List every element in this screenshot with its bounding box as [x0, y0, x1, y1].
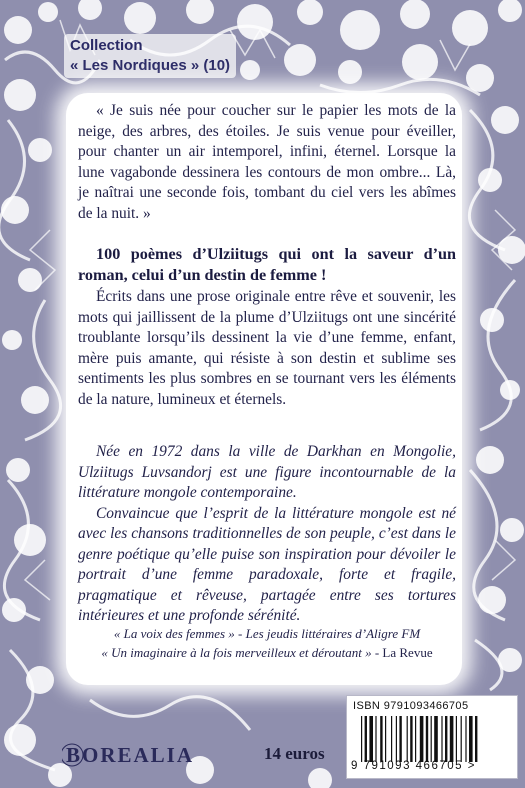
barcode-bar	[431, 716, 432, 762]
publisher-logo	[62, 738, 195, 772]
barcode-bar	[420, 716, 424, 762]
barcode-bar	[399, 716, 401, 762]
barcode-bar	[396, 716, 397, 762]
review-quote: « La voix des femmes »	[113, 626, 235, 641]
barcode-bar	[385, 716, 386, 762]
review-source: - Les jeudis littéraires d’Aligre FM	[238, 626, 421, 641]
epigraph-quote: « Je suis née pour coucher sur le papier les mots de la neige, des arbres, des étoiles. Je suis venue pour éveiller, pour chanter un air intemporel, infini, éternel. Lorsque la lune vagabonde dessinera les contours de mon ombre... Là, je naîtrai une seconde fois, tombant du ciel vers les abîmes de la nuit. »	[78, 102, 456, 222]
barcode-bar	[407, 716, 408, 762]
barcode-bar	[475, 716, 477, 762]
price: 14 euros	[264, 744, 325, 763]
barcode-bar	[465, 716, 466, 762]
review-source: - La Revue	[374, 645, 433, 660]
barcode-bar	[369, 716, 373, 762]
barcode-bar	[361, 716, 362, 762]
author-bio-paragraph-1: Née en 1972 dans la ville de Darkhan en Mongolie, Ulziitugs Luvsandorj est une figure incontournable de la littérature mongole contemporaine.	[78, 443, 456, 501]
barcode-bar	[461, 716, 462, 762]
barcode-bar	[375, 716, 376, 762]
barcode-bar	[441, 716, 442, 762]
description: Écrits dans une prose originale entre rêve et souvenir, les mots qui jaillissent de la plume d’Ulziitugs ont une sincérité troublante lorsqu’ils dessinent la vie d’une femme, enfant, mère puis amante, qui résiste à son destin et sublime ses sentiments les plus sombres en se tournant vers les éléments de la nature, lumineux et éternels.	[78, 288, 456, 408]
collection-label	[64, 34, 236, 78]
review-quote: « Un imaginaire à la fois merveilleux et déroutant »	[101, 645, 372, 660]
barcode-bar	[426, 716, 428, 762]
headline: 100 poèmes d’Ulziitugs qui ont la saveur d’un roman, celui d’un destin de femme !	[78, 245, 456, 284]
collection-series: « Les Nordiques » (10)	[70, 57, 231, 74]
barcode-bar	[469, 716, 473, 762]
barcode-bar	[456, 716, 457, 762]
barcode-bar	[415, 716, 416, 762]
review-1	[78, 624, 456, 643]
publisher-name: BOREALIA	[66, 743, 195, 767]
barcode-bar	[380, 716, 382, 762]
barcode-bar	[410, 716, 412, 762]
collection-title: Collection	[70, 37, 143, 54]
barcode-bar	[434, 716, 438, 762]
author-bio-paragraph-2: Convaincue que l’esprit de la littérature mongole est né avec les chansons traditionnelles de son peuple, c’est dans le genre poétique qu’elle puise son inspiration pour dévoiler le portrait d’une femme paradoxale, forte et fragile, pragmatique et rêveuse, partagée entre ses tortures intérieures et une profonde sérénité.	[78, 504, 456, 624]
isbn-label: ISBN 9791093466705	[353, 700, 469, 712]
barcode-bar	[445, 716, 447, 762]
press-reviews	[78, 624, 456, 662]
author-bio	[78, 442, 456, 627]
isbn-barcode-block	[346, 695, 518, 779]
barcode-bar	[365, 716, 367, 762]
barcode-bar	[391, 716, 392, 762]
barcode-number: 9 791093 466705 >	[351, 760, 476, 772]
barcode-bar	[450, 716, 454, 762]
review-2	[78, 643, 456, 662]
barcode	[359, 716, 509, 762]
